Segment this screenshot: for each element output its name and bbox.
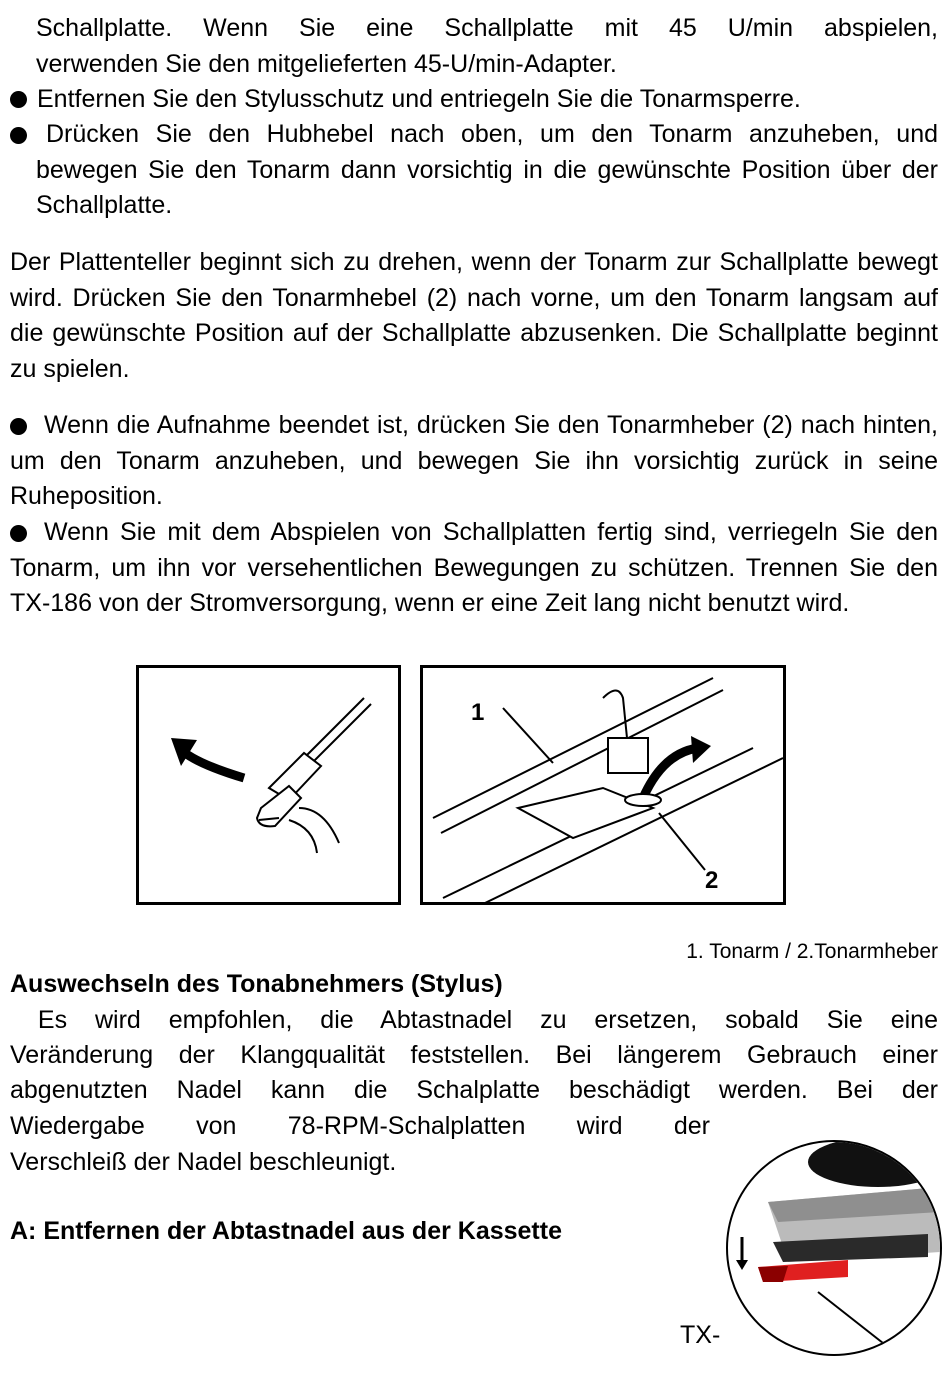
figure-caption: 1. Tonarm / 2.Tonarmheber bbox=[686, 940, 938, 963]
section-line-1: Es wird empfohlen, die Abtastnadel zu ersetzen, sobald Sie eine bbox=[10, 1006, 938, 1034]
bullet-item bbox=[10, 117, 938, 224]
bullet-dot-icon bbox=[10, 127, 27, 144]
stylus-cartridge-figure bbox=[726, 1140, 942, 1356]
subheading: A: Entfernen der Abtastnadel aus der Kassette bbox=[10, 1217, 562, 1245]
figure-stylus-guard bbox=[136, 665, 401, 905]
bullet-dot-icon bbox=[10, 418, 27, 435]
stylus-label-a: A bbox=[885, 1344, 891, 1353]
figure-tonearm bbox=[420, 665, 786, 905]
bullet-text: Drücken Sie den Hubhebel nach oben, um den Tonarm anzuheben, und bewegen Sie den Tonarm dann vorsichtig in die gewünschte Position über der Schallplatte. bbox=[36, 120, 938, 219]
bullet-item bbox=[10, 82, 938, 118]
stylus-cartridge-illustration bbox=[728, 1142, 940, 1354]
bullet-text: Entfernen Sie den Stylusschutz und entriegeln Sie die Tonarmsperre. bbox=[37, 85, 801, 113]
figure-label-1: 1 bbox=[471, 699, 485, 726]
section-line-4: Wiedergabe von 78-RPM-Schalplatten wird der bbox=[10, 1112, 710, 1140]
tonearm-illustration bbox=[423, 668, 783, 902]
bullet-text: Wenn die Aufnahme beendet ist, drücken Sie den Tonarmheber (2) nach hinten, um den Tonarm anzuheben, und bewegen Sie ihn vorsichtig zurück in seine Ruheposition. bbox=[10, 411, 938, 510]
stylus-guard-illustration bbox=[139, 668, 398, 902]
continuation-line-2: verwenden Sie den mitgelieferten 45-U/min-Adapter. bbox=[36, 50, 617, 78]
continuation-line-1: Schallplatte. Wenn Sie eine Schallplatte mit 45 U/min abspielen, bbox=[36, 14, 938, 42]
bullet-text: Wenn Sie mit dem Abspielen von Schallplatten fertig sind, verriegeln Sie den Tonarm, um ihn vor versehentlichen Bewegungen zu schützen. Trennen Sie den TX-186 von der Stromversorgung, wenn er eine Zeit lang nicht benutzt wird. bbox=[10, 518, 938, 617]
bullet-paragraph bbox=[10, 515, 938, 622]
bullet-dot-icon bbox=[10, 91, 27, 108]
bullet-dot-icon bbox=[10, 525, 27, 542]
section-line-5: Verschleiß der Nadel beschleunigt. bbox=[10, 1148, 397, 1176]
section-heading: Auswechseln des Tonabnehmers (Stylus) bbox=[10, 970, 503, 998]
paragraph: Der Plattenteller beginnt sich zu drehen, wenn der Tonarm zur Schallplatte bewegt wird. Drücken Sie den Tonarmhebel (2) nach vorne, um den Tonarm langsam auf die gewünschte Position auf der Schallplatte abzusenken. Die Schallplatte beginnt zu spielen. bbox=[10, 248, 938, 383]
section-line-2: Veränderung der Klangqualität feststellen. Bei längerem Gebrauch einer bbox=[10, 1041, 938, 1069]
page-footer: TX- bbox=[680, 1321, 721, 1349]
bullet-paragraph bbox=[10, 408, 938, 515]
figure-label-2: 2 bbox=[705, 867, 719, 894]
section-line-3: abgenutzten Nadel kann die Schalplatte beschädigt werden. Bei der bbox=[10, 1076, 938, 1104]
